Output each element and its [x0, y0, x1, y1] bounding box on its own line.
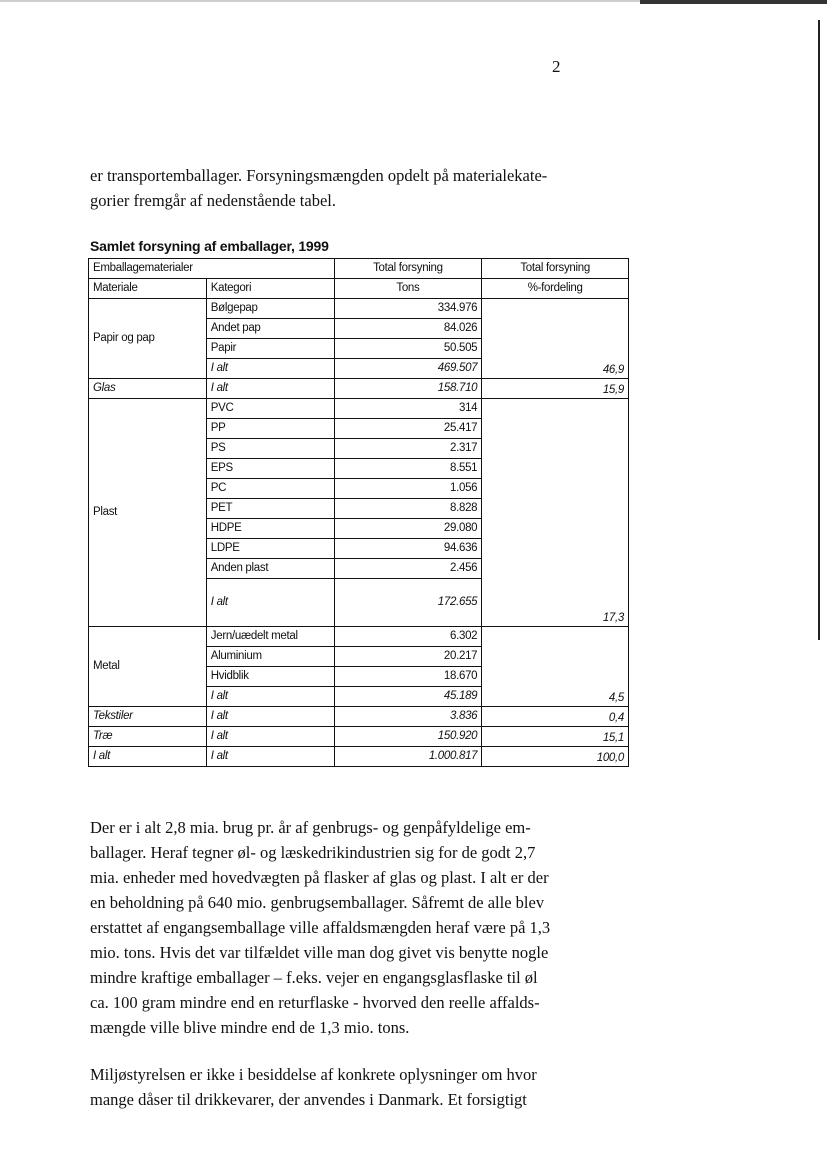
tons-cell: 18.670: [334, 667, 482, 687]
category-cell: I alt: [206, 727, 334, 747]
header-emballagematerialer: Emballagematerialer: [89, 259, 335, 279]
category-cell: EPS: [206, 459, 334, 479]
material-cell: Glas: [89, 379, 207, 399]
tons-cell: 6.302: [334, 627, 482, 647]
table-row: [89, 379, 629, 399]
tons-cell: 8.828: [334, 499, 482, 519]
pct-cell: 4,5: [482, 627, 629, 707]
category-cell: PVC: [206, 399, 334, 419]
tons-cell: 29.080: [334, 519, 482, 539]
text-line: mio. tons. Hvis det var tilfældet ville man dog givet vis benytte nogle: [90, 943, 549, 962]
text-line: er transportemballager. Forsyningsmængden opdelt på materialekate-: [90, 166, 548, 185]
category-cell: I alt: [206, 579, 334, 627]
pct-cell: 46,9: [482, 299, 629, 379]
text-line: Der er i alt 2,8 mia. brug pr. år af genbrugs- og genpåfyldelige em-: [90, 818, 531, 837]
material-cell: Plast: [89, 399, 207, 627]
category-cell: LDPE: [206, 539, 334, 559]
pct-cell: 100,0: [482, 747, 629, 767]
header-kategori: Kategori: [206, 279, 334, 299]
table-total-row: [89, 747, 629, 767]
tons-cell: 334.976: [334, 299, 482, 319]
header-tons: Tons: [334, 279, 482, 299]
tons-cell: 25.417: [334, 419, 482, 439]
tons-cell: 2.456: [334, 559, 482, 579]
packaging-table: [88, 258, 629, 767]
table-header-row: [89, 279, 629, 299]
tons-cell: 3.836: [334, 707, 482, 727]
category-cell: HDPE: [206, 519, 334, 539]
category-cell: I alt: [206, 707, 334, 727]
tons-cell: 94.636: [334, 539, 482, 559]
table-row: [89, 727, 629, 747]
text-line: ca. 100 gram mindre end en returflaske - hvorved den reelle affalds-: [90, 993, 540, 1012]
category-cell: I alt: [206, 379, 334, 399]
tons-cell: 158.710: [334, 379, 482, 399]
pct-cell: 15,9: [482, 379, 629, 399]
tons-cell: 50.505: [334, 339, 482, 359]
tons-cell: 172.655: [334, 579, 482, 627]
category-cell: Jern/uædelt metal: [206, 627, 334, 647]
body-paragraph: [90, 1062, 537, 1112]
header-fordeling: %-fordeling: [482, 279, 629, 299]
material-cell: Træ: [89, 727, 207, 747]
material-cell: Papir og pap: [89, 299, 207, 379]
pct-cell: 17,3: [482, 399, 629, 627]
tons-cell: 469.507: [334, 359, 482, 379]
text-line: Miljøstyrelsen er ikke i besiddelse af konkrete oplysninger om hvor: [90, 1065, 537, 1084]
text-line: mange dåser til drikkevarer, der anvendes i Danmark. Et forsigtigt: [90, 1090, 527, 1109]
tons-cell: 1.056: [334, 479, 482, 499]
category-cell: PC: [206, 479, 334, 499]
material-cell: Tekstiler: [89, 707, 207, 727]
text-line: en beholdning på 640 mio. genbrugsemballager. Såfremt de alle blev: [90, 893, 545, 912]
category-cell: Hvidblik: [206, 667, 334, 687]
category-cell: PP: [206, 419, 334, 439]
text-line: ballager. Heraf tegner øl- og læskedrikindustrien sig for de godt 2,7: [90, 843, 536, 862]
body-paragraph: [90, 815, 550, 1040]
material-cell: I alt: [89, 747, 207, 767]
header-total-forsyning-pct: Total forsyning: [482, 259, 629, 279]
text-line: erstattet af engangsemballage ville affaldsmængden heraf være på 1,3: [90, 918, 551, 937]
tons-cell: 20.217: [334, 647, 482, 667]
table-row: [89, 299, 629, 319]
tons-cell: 8.551: [334, 459, 482, 479]
material-cell: Metal: [89, 627, 207, 707]
category-cell: Andet pap: [206, 319, 334, 339]
page-number: 2: [552, 57, 561, 76]
text-line: mia. enheder med hovedvægten på flasker af glas og plast. I alt er der: [90, 868, 549, 887]
category-cell: I alt: [206, 747, 334, 767]
category-cell: Bølgepap: [206, 299, 334, 319]
table-row: [89, 627, 629, 647]
table-row: [89, 399, 629, 419]
category-cell: I alt: [206, 359, 334, 379]
category-cell: Papir: [206, 339, 334, 359]
table-row: [89, 707, 629, 727]
category-cell: PET: [206, 499, 334, 519]
margin-line: [818, 20, 820, 640]
tons-cell: 45.189: [334, 687, 482, 707]
tons-cell: 314: [334, 399, 482, 419]
scan-edge-dark: [640, 0, 827, 4]
header-total-forsyning: Total forsyning: [334, 259, 482, 279]
pct-cell: 15,1: [482, 727, 629, 747]
category-cell: Anden plast: [206, 559, 334, 579]
tons-cell: 84.026: [334, 319, 482, 339]
category-cell: I alt: [206, 687, 334, 707]
text-line: gorier fremgår af nedenstående tabel.: [90, 191, 336, 210]
header-materiale: Materiale: [89, 279, 207, 299]
tons-cell: 1.000.817: [334, 747, 482, 767]
category-cell: PS: [206, 439, 334, 459]
text-line: mængde ville blive mindre end de 1,3 mio. tons.: [90, 1018, 410, 1037]
tons-cell: 150.920: [334, 727, 482, 747]
intro-paragraph: [90, 163, 547, 213]
table-header-row: [89, 259, 629, 279]
category-cell: Aluminium: [206, 647, 334, 667]
tons-cell: 2.317: [334, 439, 482, 459]
table-title: Samlet forsyning af emballager, 1999: [90, 238, 329, 254]
pct-cell: 0,4: [482, 707, 629, 727]
text-line: mindre kraftige emballager – f.eks. vejer en engangsglasflaske til øl: [90, 968, 538, 987]
